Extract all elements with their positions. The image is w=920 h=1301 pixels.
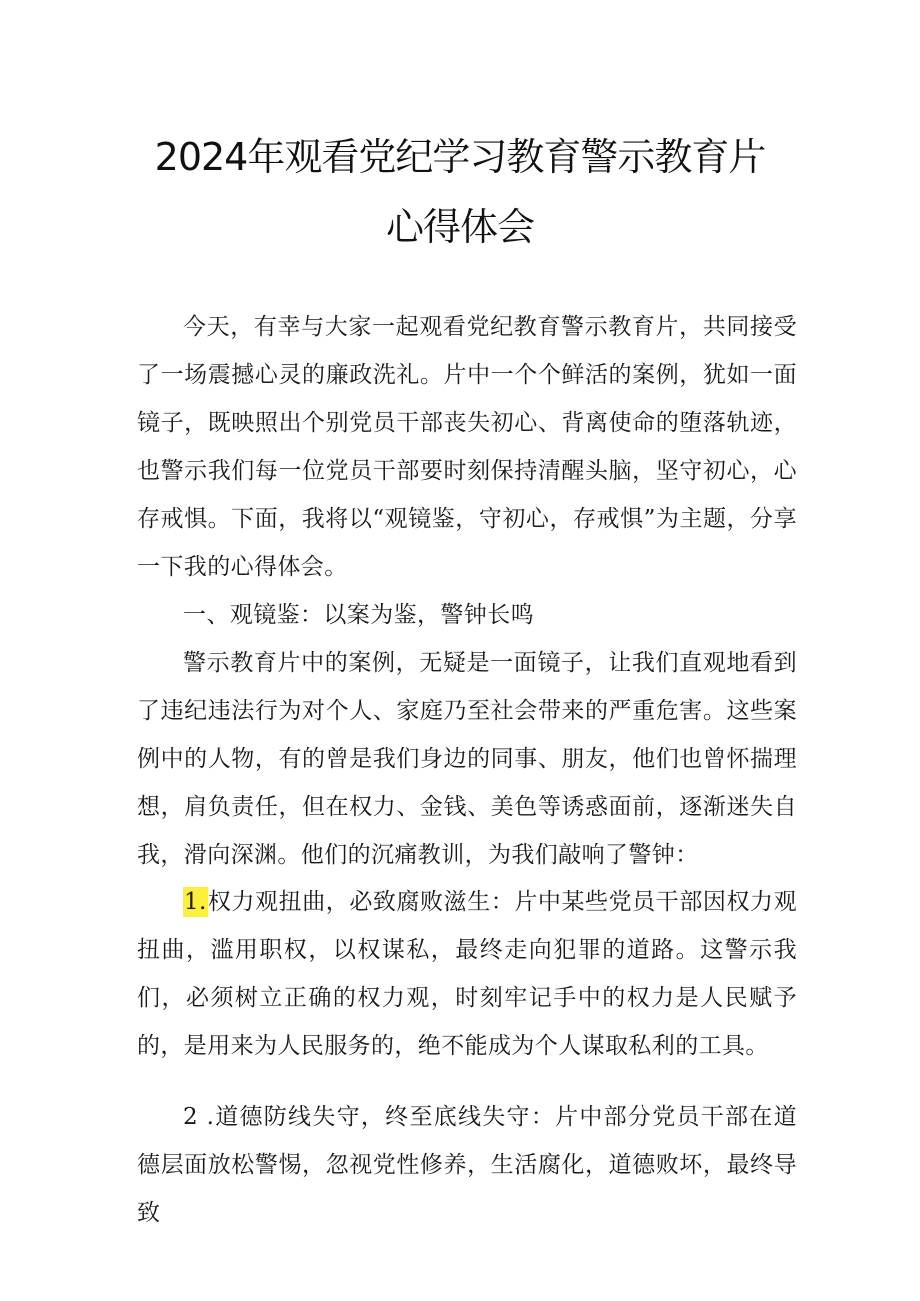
document-title-line-1: 2024年观看党纪学习教育警示教育片 xyxy=(154,135,766,179)
point-2-text: .道德防线失守，终至底线失守：片中部分党员干部在道德层面放松警惕，忽视党性修养，生活腐化，道德败坏，最终导致 xyxy=(137,1104,797,1226)
point-2-paragraph xyxy=(137,1093,797,1237)
highlighted-point-number: 1. xyxy=(184,889,207,915)
section-1-paragraph: 警示教育片中的案例，无疑是一面镜子，让我们直观地看到了违纪违法行为对个人、家庭乃至社会带来的严重危害。这些案例中的人物，有的曾是我们身边的同事、朋友，他们也曾怀揣理想，肩负责任，但在权力、金钱、美色等诱惑面前，逐渐迷失自我，滑向深渊。他们的沉痛教训，为我们敲响了警钟： xyxy=(137,650,797,868)
point-1-paragraph xyxy=(137,878,797,1070)
document-title-line-2: 心得体会 xyxy=(385,205,534,249)
section-1-heading: 一、观镜鉴：以案为鉴，警钟长鸣 xyxy=(183,602,534,628)
intro-paragraph: 今天，有幸与大家一起观看党纪教育警示教育片，共同接受了一场震撼心灵的廉政洗礼。片中一个个鲜活的案例，犹如一面镜子，既映照出个别党员干部丧失初心、背离使命的堕落轨迹，也警示我们每一位党员干部要时刻保持清醒头脑，坚守初心，心存戒惧。下面，我将以“观镜鉴，守初心，存戒惧”为主题，分享一下我的心得体会。 xyxy=(137,314,797,580)
point-2-number: 2 xyxy=(183,1104,199,1130)
point-1-text: 权力观扭曲，必致腐败滋生：片中某些党员干部因权力观扭曲，滥用职权，以权谋私，最终走向犯罪的道路。这警示我们，必须树立正确的权力观，时刻牢记手中的权力是人民赋予的，是用来为人民服务的，绝不能成为个人谋取私利的工具。 xyxy=(137,889,797,1059)
